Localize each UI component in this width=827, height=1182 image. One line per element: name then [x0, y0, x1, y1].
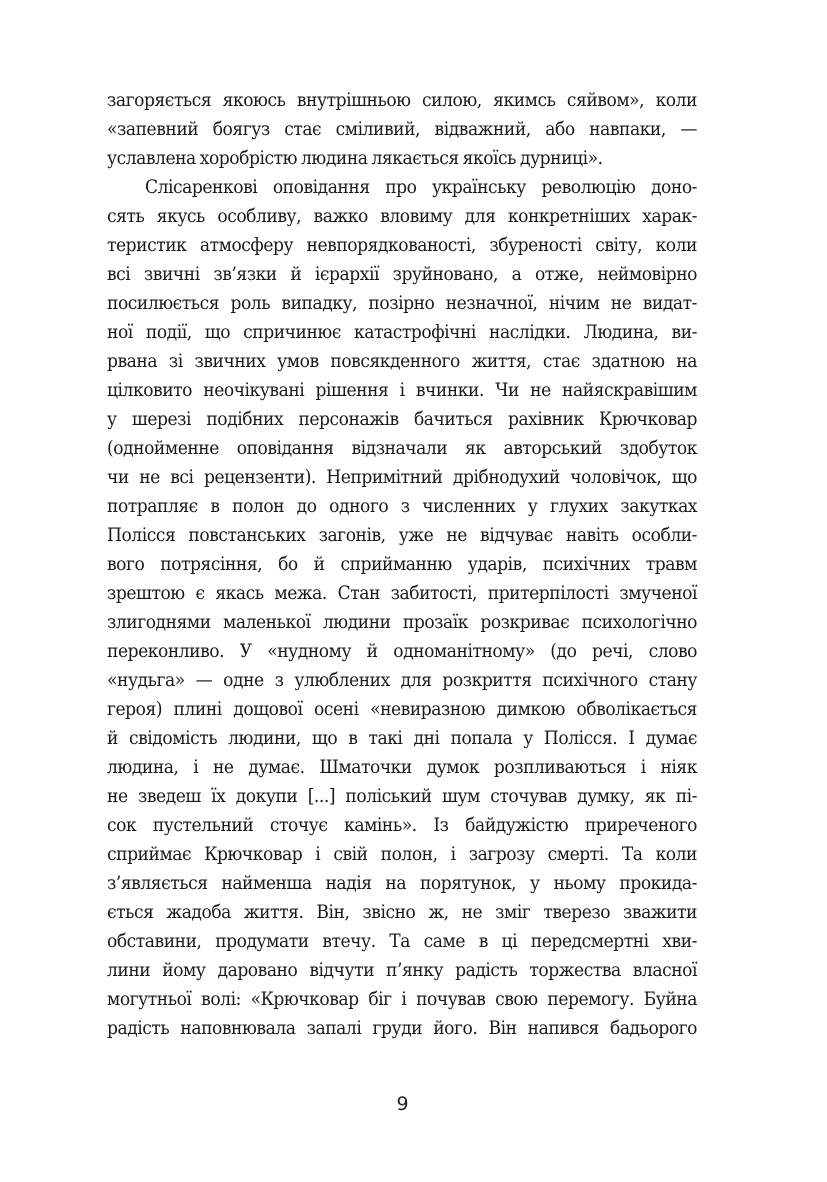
- text-line: теристик атмосферу невпорядкованості, збуреності світу, коли: [107, 234, 697, 256]
- text-line: героя) плині дощової осені «невиразною димкою обволікається: [107, 698, 697, 720]
- text-line: зрештою є якась межа. Стан забитості, притерпілості змученої: [107, 582, 697, 604]
- text-line: людина, і не думає. Шматочки думок розпливаються і ніяк: [107, 756, 697, 778]
- text-line: з’являється найменша надія на порятунок, у ньому прокида-: [107, 872, 697, 894]
- text-line: рвана зі звичних умов повсякденного життя, стає здатною на: [107, 350, 697, 372]
- text-line: сок пустельний сточує камінь». Із байдужістю приреченого: [107, 814, 697, 836]
- text-line: сять якусь особливу, важко вловиму для конкретніших харак-: [107, 205, 697, 227]
- text-line: й свідомість людини, що в такі дні попала у Полісся. І думає: [107, 727, 697, 749]
- text-line: «запевний боягуз стає сміливий, відважний, або навпаки, —: [107, 118, 697, 140]
- text-line: переконливо. У «нудному й одноманітному» (до речі, слово: [107, 640, 697, 662]
- text-line: сприймає Крючковар і свій полон, і загрозу смерті. Та коли: [107, 843, 697, 865]
- text-line: всі звичні зв’язки й ієрархії зруйновано, а отже, неймовірно: [107, 263, 697, 285]
- text-line: чи не всі рецензенти). Непримітний дрібнодухий чоловічок, що: [107, 466, 697, 488]
- paragraph-first-line: Слісаренкові оповідання про українську революцію доно-: [145, 176, 697, 198]
- text-line: загоряється якоюсь внутрішньою силою, якимсь сяйвом», коли: [107, 89, 697, 111]
- text-line: посилюється роль випадку, позірно незначної, нічим не видат-: [107, 292, 697, 314]
- text-line: вого потрясіння, бо й сприйманню ударів, психічних травм: [107, 553, 697, 575]
- text-line: злигоднями маленької людини прозаїк розкриває психологічно: [107, 611, 697, 633]
- text-line: Полісся повстанських загонів, уже не відчуває навіть особли-: [107, 524, 697, 546]
- text-line: цілковито неочікувані рішення і вчинки. Чи не найяскравішим: [107, 379, 697, 401]
- text-line: лини йому даровано відчути п’янку радість торжества власної: [107, 959, 697, 981]
- text-line: ється жадоба життя. Він, звісно ж, не зміг тверезо зважити: [107, 901, 697, 923]
- text-line: (однойменне оповідання відзначали як авторський здобуток: [107, 437, 697, 459]
- text-line: радість наповнювала запалі груди його. Він напився бадьорого: [107, 1017, 697, 1039]
- text-line: обставини, продумати втечу. Та саме в ці передсмертні хви-: [107, 930, 697, 952]
- page-number: 9: [396, 1093, 409, 1115]
- text-line: могутньої волі: «Крючковар біг і почував свою перемогу. Буйна: [107, 988, 697, 1010]
- text-line: у шерезі подібних персонажів бачиться рахівник Крючковар: [107, 408, 697, 430]
- text-line: «нудьга» — одне з улюблених для розкриття психічного стану: [107, 669, 697, 691]
- text-line: ної події, що спричинює катастрофічні наслідки. Людина, ви-: [107, 321, 697, 343]
- text-line: потрапляє в полон до одного з численних у глухих закутках: [107, 495, 697, 517]
- text-line: уславлена хоробрістю людина лякається якоїсь дурниці».: [107, 147, 603, 169]
- text-line: не зведеш їх докупи [...] поліський шум сточував думку, як пі-: [107, 785, 697, 807]
